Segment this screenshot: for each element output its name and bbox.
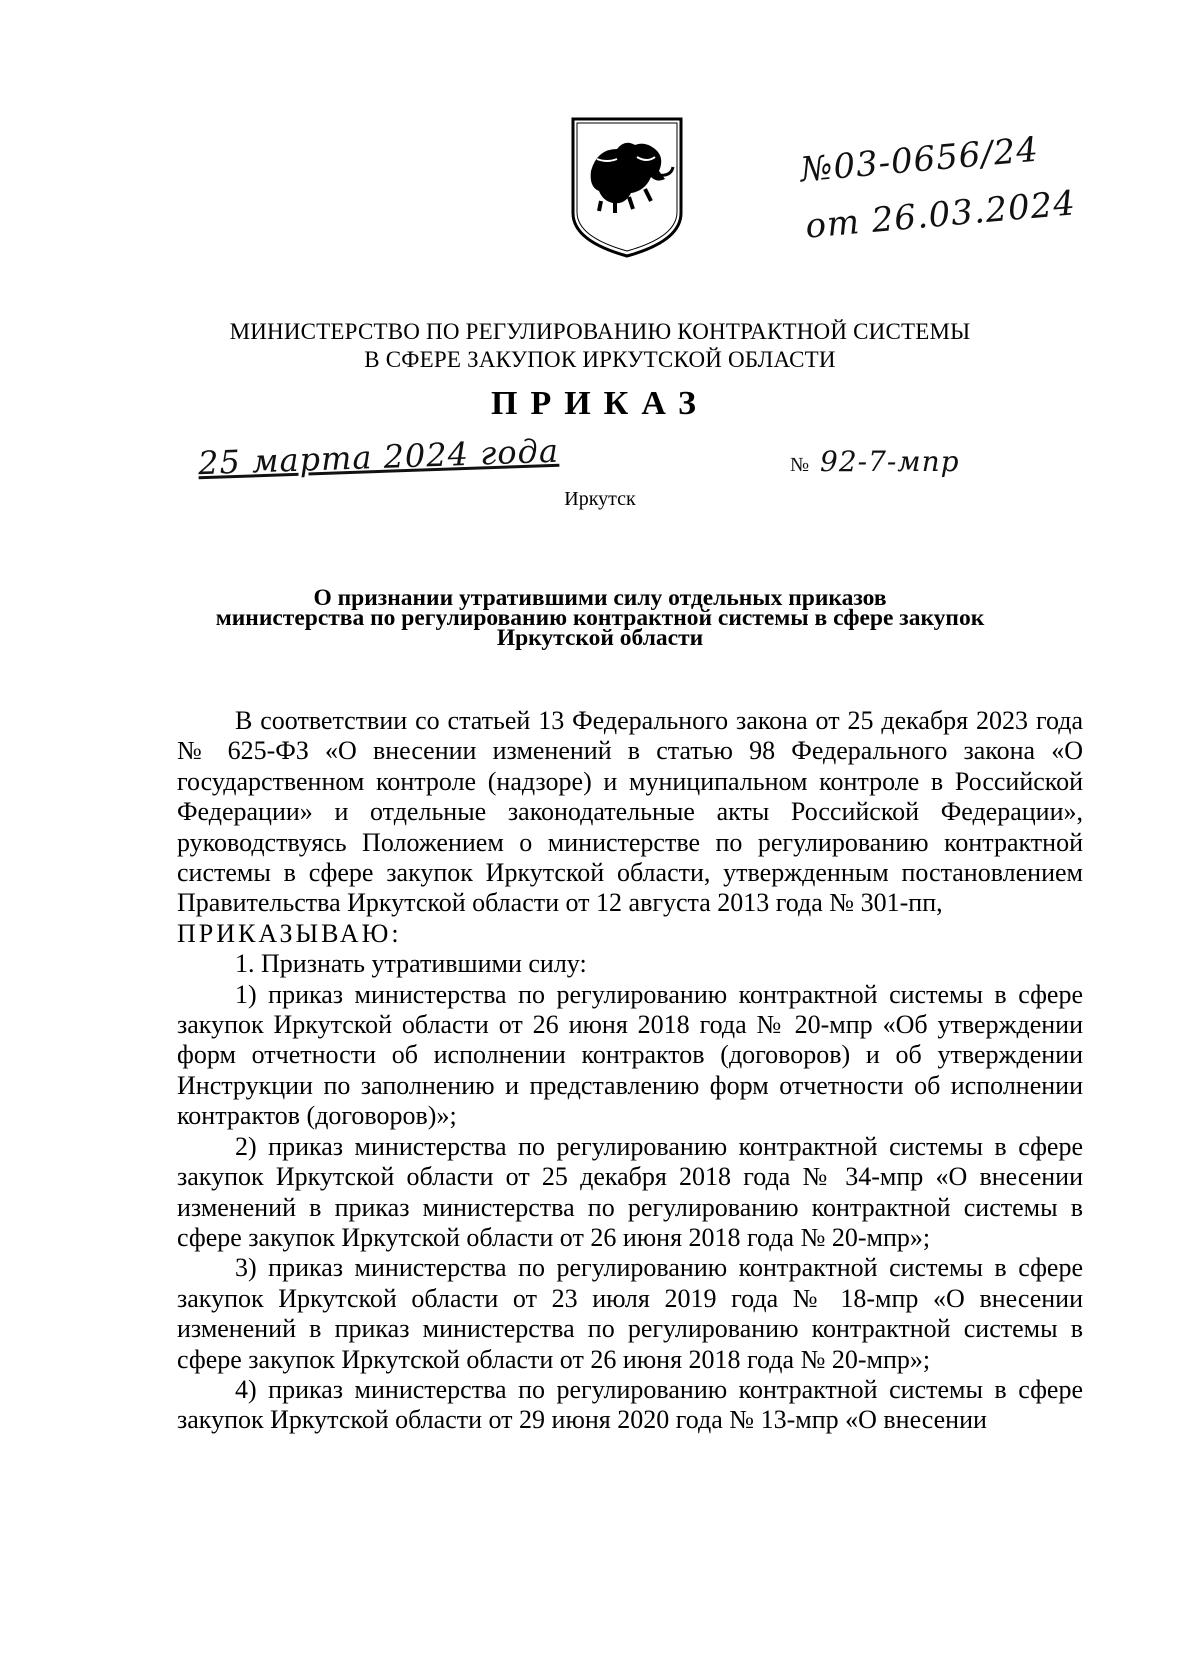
order-body — [177, 706, 1083, 1436]
registration-number-handwritten: №03-0656/24 — [798, 129, 1041, 191]
order-date-handwritten: 25 марта 2024 года — [197, 431, 560, 483]
heading-line-3: Иркутской области — [496, 625, 704, 651]
heading-line-2: министерства по регулированию контрактной системы в сфере закупок — [215, 605, 985, 631]
order-number — [790, 445, 960, 478]
coat-of-arms-emblem — [567, 113, 687, 260]
ministry-line-2: В СФЕРЕ ЗАКУПОК ИРКУТСКОЙ ОБЛАСТИ — [364, 347, 836, 372]
city-name: Иркутск — [564, 488, 636, 510]
order-word: ПРИКАЗЫВАЮ: — [177, 918, 402, 948]
ministry-line-1: МИНИСТЕРСТВО ПО РЕГУЛИРОВАНИЮ КОНТРАКТНОЙ СИСТЕМЫ — [229, 319, 971, 344]
subitem-3: 3) приказ министерства по регулированию контрактной системы в сфере закупок Иркутской области от 23 июля 2019 года № 18-мпр «О внесении изменений в приказ министерства по регулированию контрактной системы в сфере закупок Иркутской области от 26 июня 2018 года № 20-мпр»; — [177, 1253, 1083, 1374]
number-sign: № — [790, 454, 811, 476]
ministry-name — [0, 318, 1200, 374]
item-1: 1. Признать утратившими силу: — [235, 949, 587, 979]
subitem-2: 2) приказ министерства по регулированию контрактной системы в сфере закупок Иркутской области от 25 декабря 2018 года № 34-мпр «О внесении изменений в приказ министерства по регулированию контрактной системы в сфере закупок Иркутской области от 26 июня 2018 года № 20-мпр»; — [177, 1131, 1083, 1252]
order-number-handwritten: 92-7-мпр — [820, 445, 960, 478]
subitem-1: 1) приказ министерства по регулированию контрактной системы в сфере закупок Иркутской области от 26 июня 2018 года № 20-мпр «Об утверждении форм отчетности об исполнении контрактов (договоров) и об утверждении Инструкции по заполнению и представлению форм отчетности об исполнении контрактов (договоров)»; — [177, 979, 1083, 1131]
preamble-paragraph: В соответствии со статьей 13 Федерального закона от 25 декабря 2023 года № 625-ФЗ «О внесении изменений в статью 98 Федерального закона «О государственном контроле (надзоре) и муниципальном контроле в Российской Федерации» и отдельные законодательные акты Российской Федерации», руководствуясь Положением о министерстве по регулированию контрактной системы в сфере закупок Иркутской области, утвержденным постановлением Правительства Иркутской области от 12 августа 2013 года № 301-пп, — [177, 706, 1083, 918]
subitem-4: 4) приказ министерства по регулированию контрактной системы в сфере закупок Иркутской области от 29 июня 2020 года № 13-мпр «О внесении — [177, 1374, 1083, 1435]
registration-date-handwritten: от 26.03.2024 — [803, 183, 1078, 247]
document-type-title: ПРИКАЗ — [491, 385, 709, 422]
heading-line-1: О признании утратившими силу отдельных приказов — [313, 585, 887, 611]
order-heading — [100, 585, 1100, 651]
